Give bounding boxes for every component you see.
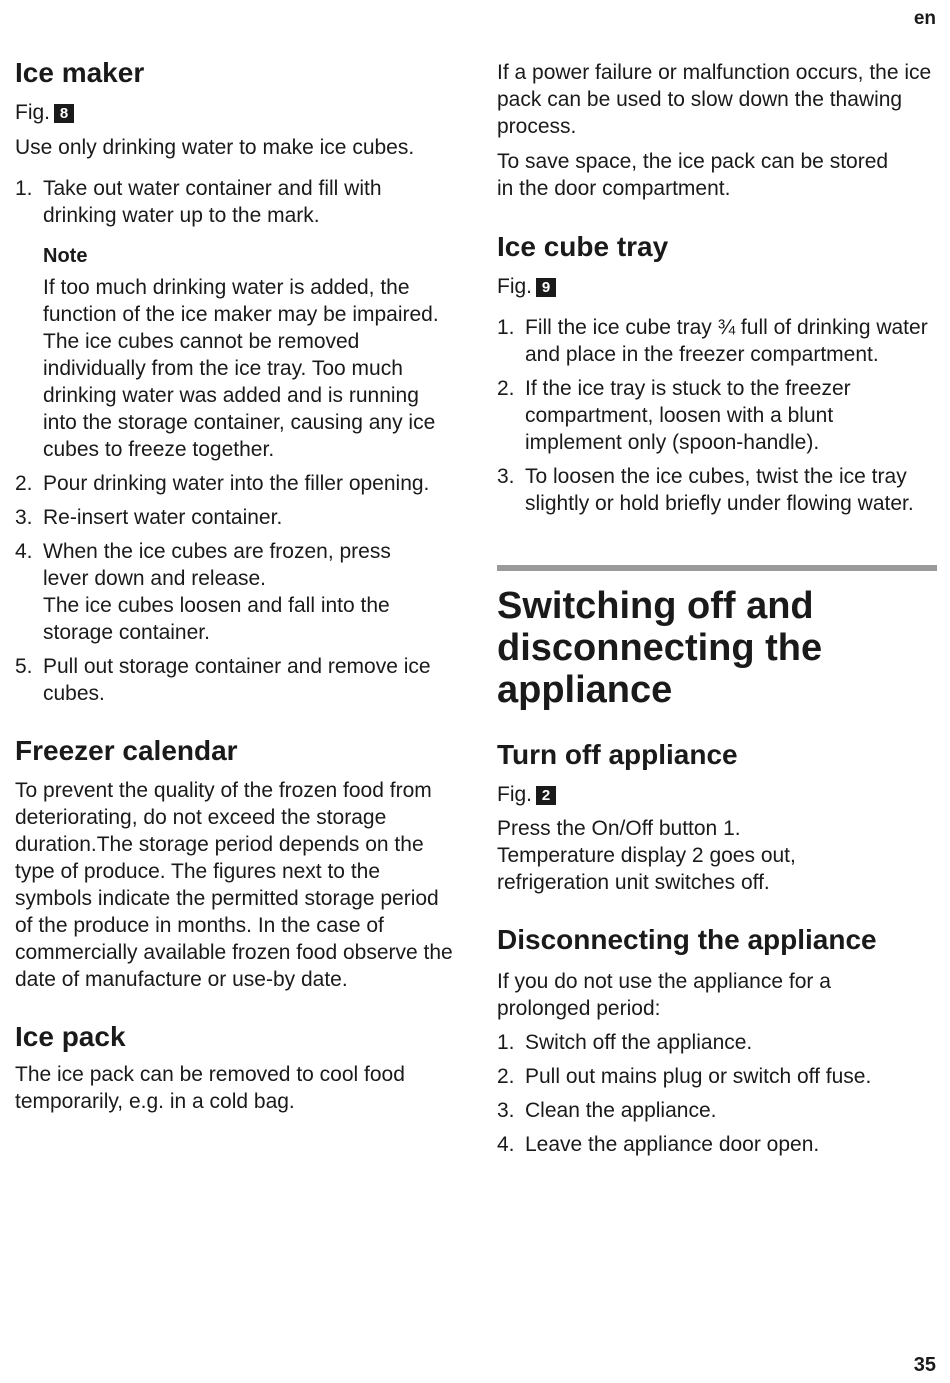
turn-off-text: Press the On/Off button 1. Temperature display 2 goes out, refrigeration unit switches off. [497, 817, 796, 894]
step-result: The ice cubes loosen and fall into the storage container. [43, 594, 390, 644]
ice-maker-intro: Use only drinking water to make ice cubes. [15, 136, 415, 159]
list-item [15, 538, 455, 646]
step-text: Switch off the appliance. [525, 1031, 753, 1054]
list-item [15, 470, 455, 497]
fig-label: Fig. [497, 783, 533, 806]
ice-cube-tray-steps [497, 314, 937, 517]
list-item [497, 1131, 937, 1158]
step-number: 3. [497, 1099, 515, 1122]
step-number: 4. [497, 1133, 515, 1156]
right-column [497, 0, 937, 1158]
freezer-calendar-heading: Freezer calendar [15, 735, 238, 766]
step-text: Leave the appliance door open. [525, 1133, 820, 1156]
list-item [497, 1097, 937, 1124]
fig-number-badge: 8 [54, 104, 74, 123]
page-number: 35 [913, 1354, 936, 1376]
ice-pack-power-failure-text: If a power failure or malfunction occurs, the ice pack can be used to slow down the thawing process. [497, 61, 932, 138]
step-number: 4. [15, 540, 33, 563]
step-text: Pour drinking water into the filler opening. [43, 472, 430, 495]
step-text: To loosen the ice cubes, twist the ice tray slightly or hold briefly under flowing water. [525, 465, 914, 515]
step-text: Fill the ice cube tray ¾ full of drinking water and place in the freezer compartment. [525, 316, 928, 366]
section-divider [497, 565, 937, 571]
step-number: 5. [15, 655, 33, 678]
ice-pack-text: The ice pack can be removed to cool food temporarily, e.g. in a cold bag. [15, 1063, 405, 1113]
note-heading: Note [43, 245, 88, 267]
step-number: 2. [15, 472, 33, 495]
step-text: Pull out storage container and remove ice cubes. [43, 655, 431, 705]
step-text: If the ice tray is stuck to the freezer compartment, loosen with a blunt implement only (spoon-handle). [525, 377, 851, 454]
list-item [497, 1063, 937, 1090]
fig-number-badge: 2 [536, 786, 556, 805]
turn-off-fig-ref [497, 781, 937, 808]
disconnecting-steps [497, 1029, 937, 1158]
list-item [497, 463, 937, 517]
freezer-calendar-text: To prevent the quality of the frozen food from deteriorating, do not exceed the storage duration.The storage period depends on the type of produce. The figures next to the symbols indicate the permitted storage period of the produce in months. In the case of commercially available frozen food observe the date of manufacture or use-by date. [15, 779, 453, 991]
disconnecting-heading: Disconnecting the appliance [497, 924, 877, 955]
step-text: Take out water container and fill with drinking water up to the mark. [43, 177, 382, 227]
step-number: 3. [497, 465, 515, 488]
step-number: 1. [15, 177, 33, 200]
ice-pack-storage-text: To save space, the ice pack can be stored in the door compartment. [497, 150, 889, 200]
fig-label: Fig. [497, 275, 533, 298]
step-number: 2. [497, 1065, 515, 1088]
ice-cube-tray-fig-ref [497, 273, 937, 300]
ice-maker-fig-ref [15, 99, 455, 126]
step-text: Clean the appliance. [525, 1099, 717, 1122]
list-item [15, 175, 455, 463]
left-column [15, 0, 455, 1115]
language-code: en [913, 8, 936, 29]
switching-off-heading: Switching off and disconnecting the appliance [497, 585, 823, 711]
step-number: 3. [15, 506, 33, 529]
step-text: Re-insert water container. [43, 506, 283, 529]
fig-label: Fig. [15, 101, 51, 124]
step-number: 2. [497, 377, 515, 400]
turn-off-heading: Turn off appliance [497, 739, 738, 770]
list-item [497, 1029, 937, 1056]
step-number: 1. [497, 316, 515, 339]
list-item [497, 375, 937, 456]
ice-pack-heading: Ice pack [15, 1021, 126, 1052]
disconnecting-intro: If you do not use the appliance for a prolonged period: [497, 970, 831, 1020]
list-item [497, 314, 937, 368]
fig-number-badge: 9 [536, 278, 556, 297]
step-number: 1. [497, 1031, 515, 1054]
step-text: When the ice cubes are frozen, press lever down and release. [43, 540, 391, 590]
ice-maker-steps [15, 175, 455, 707]
note-text: If too much drinking water is added, the function of the ice maker may be impaired. The ice cubes cannot be removed individually from the ice tray. Too much drinking water was added and is running into the storage container, causing any ice cubes to freeze together. [43, 276, 439, 461]
ice-cube-tray-heading: Ice cube tray [497, 231, 669, 262]
ice-maker-heading: Ice maker [15, 57, 145, 88]
step-text: Pull out mains plug or switch off fuse. [525, 1065, 872, 1088]
list-item [15, 653, 455, 707]
list-item [15, 504, 455, 531]
